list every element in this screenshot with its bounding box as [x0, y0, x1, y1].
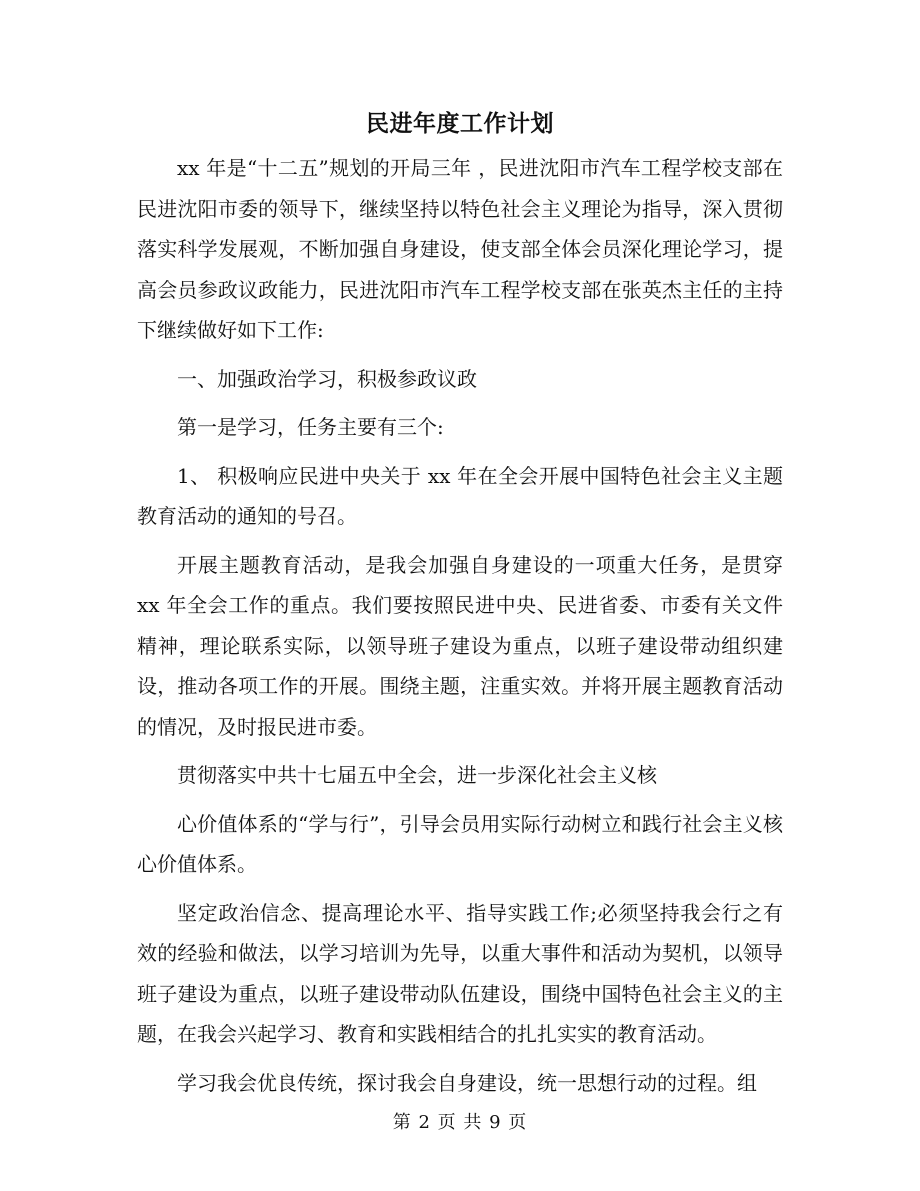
paragraph: 第一是学习，任务主要有三个:: [177, 415, 444, 439]
paragraph: 学习我会优良传统，探讨我会自身建设，统一思想行动的过程。组: [177, 1070, 757, 1095]
paragraph: 开展主题教育活动，是我会加强自身建设的一项重大任务，是贯穿 xx 年全会工作的重点。我们要按照民进中央、民进省委、市委有关文件精神，理论联系实际，以领导班子建设为重点，以班子建设带动组织建设，推动各项工作的开展。围绕主题，注重实效。并将开展主题教育活动的情况，及时报民进市委。: [137, 552, 783, 739]
page-footer: 第 2 页 共 9 页: [392, 1112, 528, 1133]
paragraph: 贯彻落实中共十七届五中全会，进一步深化社会主义核: [177, 763, 657, 787]
paragraph: 坚定政治信念、提高理论水平、指导实践工作;必须坚持我会行之有效的经验和做法，以学习培训为先导，以重大事件和活动为契机，以领导班子建设为重点，以班子建设带动队伍建设，围绕中国特色社会主义的主题，在我会兴起学习、教育和实践相结合的扎扎实实的教育活动。: [137, 900, 783, 1046]
document-body: [137, 148, 783, 1103]
paragraph: 心价值体系的“学与行”，引导会员用实际行动树立和践行社会主义核心价值体系。: [137, 811, 783, 876]
section-heading: 一、加强政治学习，积极参政议政: [177, 366, 477, 391]
document-title: 民进年度工作计划: [366, 110, 554, 137]
paragraph: xx 年是“十二五”规划的开局三年 ，民进沈阳市汽车工程学校支部在民进沈阳市委的领导下，继续坚持以特色社会主义理论为指导，深入贯彻落实科学发展观，不断加强自身建设，使支部全体会员深化理论学习，提高会员参政议政能力，民进沈阳市汽车工程学校支部在张英杰主任的主持下继续做好如下工作:: [137, 156, 783, 342]
numbered-item: 1、 积极响应民进中央关于 xx 年在全会开展中国特色社会主义主题教育活动的通知的号召。: [137, 463, 783, 528]
